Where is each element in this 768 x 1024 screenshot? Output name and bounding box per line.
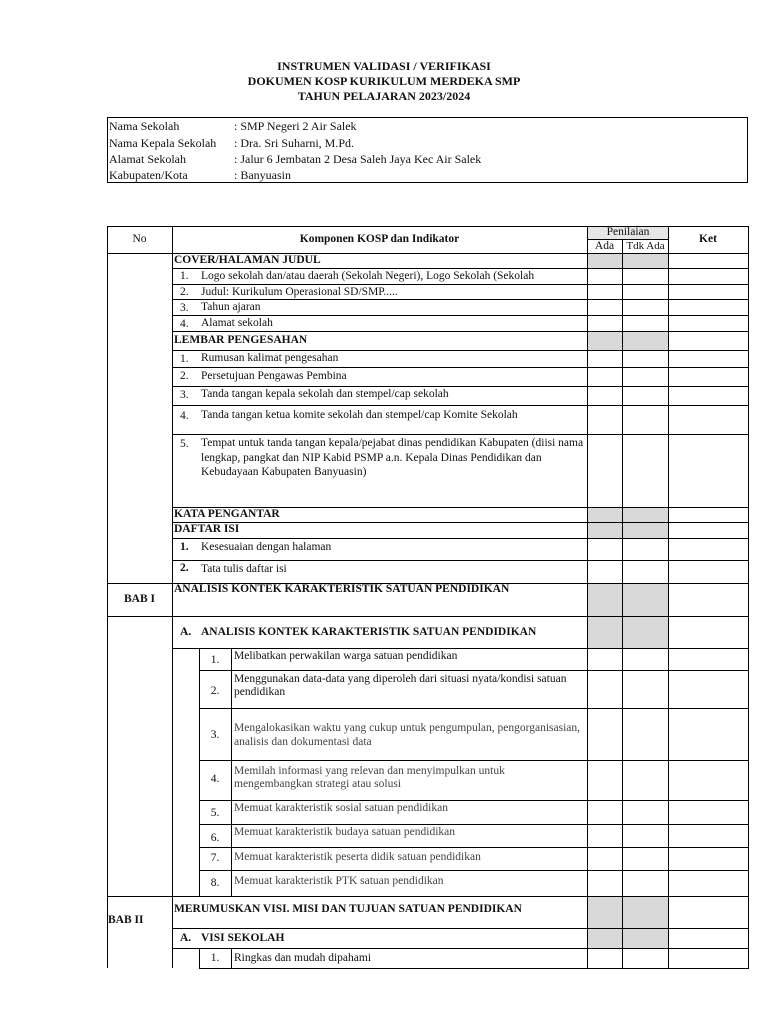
item-number: 5.	[210, 807, 220, 819]
subsection-letter: A.	[180, 626, 192, 638]
shaded-cell	[588, 896, 668, 928]
item-number: 1.	[210, 952, 220, 964]
item-text: Rumusan kalimat pengesahan	[201, 352, 339, 364]
section-kata-pengantar-title: KATA PENGANTAR	[174, 508, 280, 520]
item-text: Tanda tangan ketua komite sekolah dan stempel/cap Komite Sekolah	[201, 409, 518, 421]
item-number: 3.	[180, 302, 189, 314]
col-header-no: No	[132, 233, 147, 245]
item-text: Judul: Kurikulum Operasional SD/SMP.....	[201, 286, 398, 298]
bab-number: BAB I	[124, 593, 155, 605]
item-number: 5.	[180, 438, 189, 450]
item-text: Memuat karakteristik peserta didik satuan pendidikan	[234, 851, 481, 863]
item-text: Menggunakan data-data yang diperoleh dari situasi nyata/kondisi satuan pendidikan	[234, 673, 567, 698]
col-header-ada: Ada	[594, 240, 615, 252]
school-info-value: : Dra. Sri Suharni, M.Pd.	[234, 136, 354, 150]
col-header-ket: Ket	[699, 233, 717, 245]
shaded-cell	[588, 331, 668, 350]
school-info-label: Alamat Sekolah	[109, 152, 186, 166]
item-number: 4.	[210, 773, 220, 785]
item-text: Mengalokasikan waktu yang cukup untuk pengumpulan, pengorganisasian, analisis dan dokumentasi data	[234, 722, 580, 748]
subsection-title: VISI SEKOLAH	[201, 932, 285, 944]
item-number: 1.	[180, 353, 189, 365]
item-text: Tempat untuk tanda tangan kepala/pejabat dinas pendidikan Kabupaten (diisi nama lengkap, pangkat dan NIP Kabid PSMP a.n. Kepala Dinas Pendidikan dan Kebudayaan Kabupaten Banyuasin)	[201, 437, 584, 478]
school-info-value: : Jalur 6 Jembatan 2 Desa Saleh Jaya Kec Air Salek	[234, 152, 482, 166]
shaded-cell	[588, 507, 668, 522]
item-number: 3.	[180, 389, 189, 401]
item-text: Memilah informasi yang relevan dan menyimpulkan untuk mengembangkan strategi atau solusi	[234, 765, 505, 790]
school-info-label: Kabupaten/Kota	[109, 168, 188, 182]
item-text: Ringkas dan mudah dipahami	[234, 952, 372, 964]
item-number: 1.	[180, 270, 189, 282]
shaded-cell	[588, 616, 668, 648]
item-text: Memuat karakteristik budaya satuan pendidikan	[234, 826, 455, 838]
item-number: 1.	[180, 541, 189, 553]
item-number: 6.	[210, 832, 220, 844]
bab-title: MERUMUSKAN VISI. MISI DAN TUJUAN SATUAN PENDIDIKAN	[174, 903, 522, 915]
item-text: Memuat karakteristik PTK satuan pendidikan	[234, 875, 444, 887]
item-text: Memuat karakteristik sosial satuan pendidikan	[234, 802, 448, 814]
item-text: Tata tulis daftar isi	[201, 563, 287, 575]
col-header-component: Komponen KOSP dan Indikator	[299, 233, 460, 245]
school-info-value: : SMP Negeri 2 Air Salek	[234, 119, 357, 133]
item-number: 4.	[180, 410, 189, 422]
item-number: 1.	[210, 654, 220, 666]
shaded-cell	[588, 522, 668, 538]
shaded-cell	[588, 928, 668, 948]
doc-title-line-2: DOKUMEN KOSP KURIKULUM MERDEKA SMP	[247, 74, 521, 88]
item-number: 8.	[210, 877, 220, 889]
item-text: Melibatkan perwakilan warga satuan pendidikan	[234, 650, 458, 662]
school-info-label: Nama Kepala Sekolah	[109, 136, 217, 150]
item-text: Kesesuaian dengan halaman	[201, 541, 332, 553]
section-pengesahan-title: LEMBAR PENGESAHAN	[174, 334, 308, 346]
item-text: Tahun ajaran	[201, 301, 261, 313]
item-number: 7.	[210, 852, 220, 864]
col-header-assessment: Penilaian	[606, 226, 650, 238]
col-header-tdk-ada: Tdk Ada	[626, 240, 665, 252]
doc-title-line-3: TAHUN PELAJARAN 2023/2024	[297, 89, 471, 103]
item-text: Alamat sekolah	[201, 317, 273, 329]
section-cover-title: COVER/HALAMAN JUDUL	[174, 254, 321, 266]
item-text: Persetujuan Pengawas Pembina	[201, 370, 347, 382]
item-number: 2.	[210, 685, 220, 697]
bab-title: ANALISIS KONTEK KARAKTERISTIK SATUAN PENDIDIKAN	[174, 583, 510, 595]
item-number: 3.	[210, 729, 220, 741]
item-number: 2.	[180, 370, 189, 382]
bab-number: BAB II	[108, 914, 144, 926]
item-text: Tanda tangan kepala sekolah dan stempel/cap sekolah	[201, 388, 449, 400]
section-daftar-isi-title: DAFTAR ISI	[174, 523, 240, 535]
school-info-label: Nama Sekolah	[109, 119, 180, 133]
subsection-title: ANALISIS KONTEK KARAKTERISTIK SATUAN PENDIDIKAN	[201, 626, 537, 638]
shaded-cell	[588, 253, 668, 269]
doc-title-line-1: INSTRUMEN VALIDASI / VERIFIKASI	[277, 59, 491, 73]
shaded-cell	[588, 583, 668, 616]
item-text: Logo sekolah dan/atau daerah (Sekolah Negeri), Logo Sekolah (Sekolah	[201, 270, 535, 282]
subsection-letter: A.	[180, 932, 192, 944]
item-number: 4.	[180, 318, 189, 330]
school-info-value: : Banyuasin	[234, 168, 291, 182]
item-number: 2.	[180, 562, 189, 574]
item-number: 2.	[180, 286, 189, 298]
